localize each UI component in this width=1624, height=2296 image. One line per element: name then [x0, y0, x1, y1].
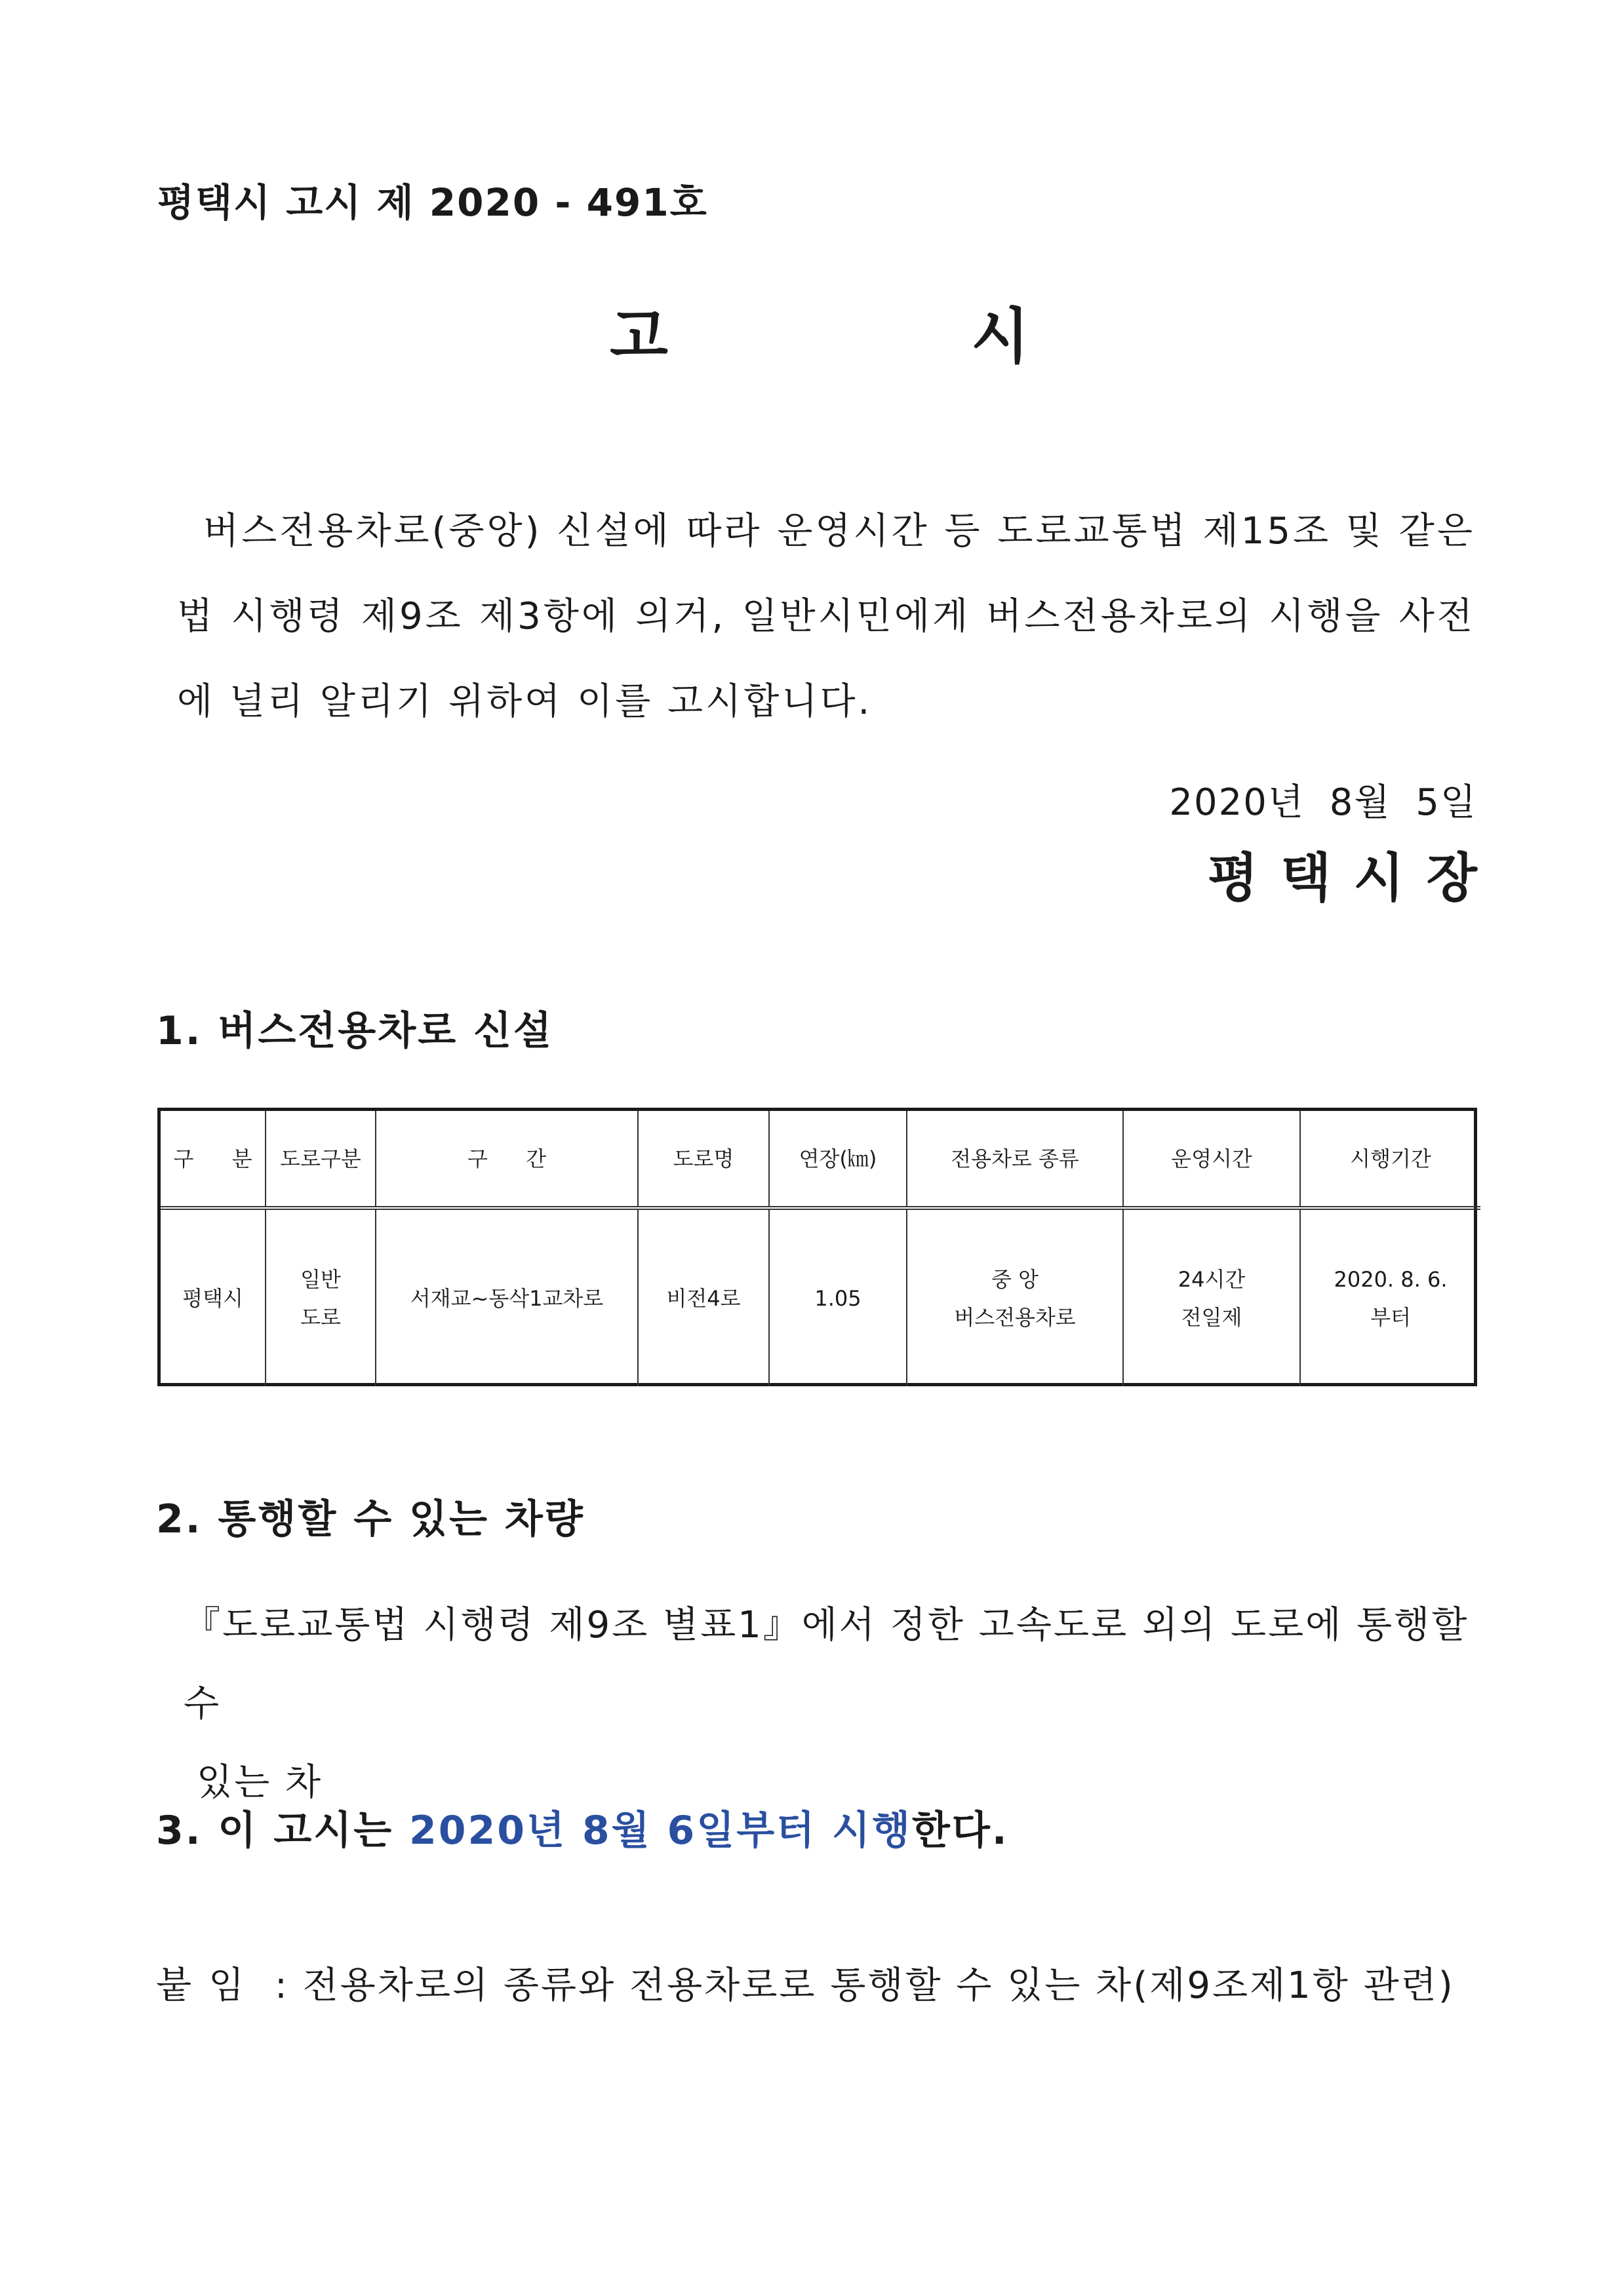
notice-number: 평택시 고시 제 2020 - 491호 — [157, 180, 708, 225]
title-char-2: 시 — [971, 302, 1029, 372]
table-header-row — [161, 1111, 1480, 1208]
attachment-label: 붙임 — [156, 1964, 262, 2007]
section-1-heading: 1. 버스전용차로 신설 — [156, 1008, 553, 1054]
cell-length: 1.05 — [769, 1208, 907, 1386]
cell-hours: 24시간 전일제 — [1123, 1208, 1300, 1386]
cell-lane-type: 중 앙 버스전용차로 — [907, 1208, 1123, 1386]
header-length: 연장(㎞) — [769, 1111, 907, 1208]
header-lane-type: 전용차로 종류 — [907, 1111, 1123, 1208]
effective-date-highlight: 2020년 8월 6일부터 시행 — [409, 1808, 912, 1854]
bus-lane-table — [157, 1108, 1477, 1386]
cell-road-name: 비전4로 — [638, 1208, 769, 1386]
section-3-suffix: 한다. — [911, 1808, 1009, 1854]
issuer-name: 평택시장 — [1207, 847, 1499, 908]
cell-road-type: 일반 도로 — [266, 1208, 376, 1386]
header-road-name: 도로명 — [638, 1111, 769, 1208]
title-char-1: 고 — [610, 302, 668, 372]
cell-division: 평택시 — [182, 1285, 243, 1311]
section-2-line-2: 있는 차 — [197, 1761, 323, 1804]
header-division: 구 분 — [161, 1111, 266, 1208]
header-section: 구 간 — [376, 1111, 638, 1208]
attachment-separator: : — [261, 1964, 303, 2007]
section-2-body — [184, 1586, 1482, 1822]
section-2-heading: 2. 통행할 수 있는 차량 — [156, 1496, 585, 1542]
header-hours: 운영시간 — [1123, 1111, 1300, 1208]
header-road-type: 도로구분 — [266, 1111, 376, 1208]
section-2-line-1: 『도로교통법 시행령 제9조 별표1』에서 정한 고속도로 외의 도로에 통행할 수 — [184, 1604, 1469, 1725]
header-period: 시행기간 — [1300, 1111, 1480, 1208]
intro-paragraph: 버스전용차로(중앙) 신설에 따라 운영시간 등 도로교통법 제15조 및 같은법 시행령 제9조 제3항에 의거, 일반시민에게 버스전용차로의 시행을 사전에 널리 알리기 위하여 이를 고시합니다. — [177, 510, 1475, 723]
cell-section: 서재교~동삭1교차로 — [376, 1208, 638, 1386]
notice-date: 2020년 8월 5일 — [1169, 781, 1477, 824]
table-row — [161, 1208, 1480, 1386]
attachment-text: 전용차로의 종류와 전용차로로 통행할 수 있는 차(제9조제1항 관련) — [302, 1964, 1455, 2007]
attachment-note — [156, 1956, 1480, 2009]
cell-period: 2020. 8. 6. 부터 — [1300, 1208, 1480, 1386]
section-3-prefix: 3. 이 고시는 — [156, 1808, 410, 1854]
section-3-heading — [156, 1799, 1009, 1856]
document-title — [610, 288, 1029, 375]
